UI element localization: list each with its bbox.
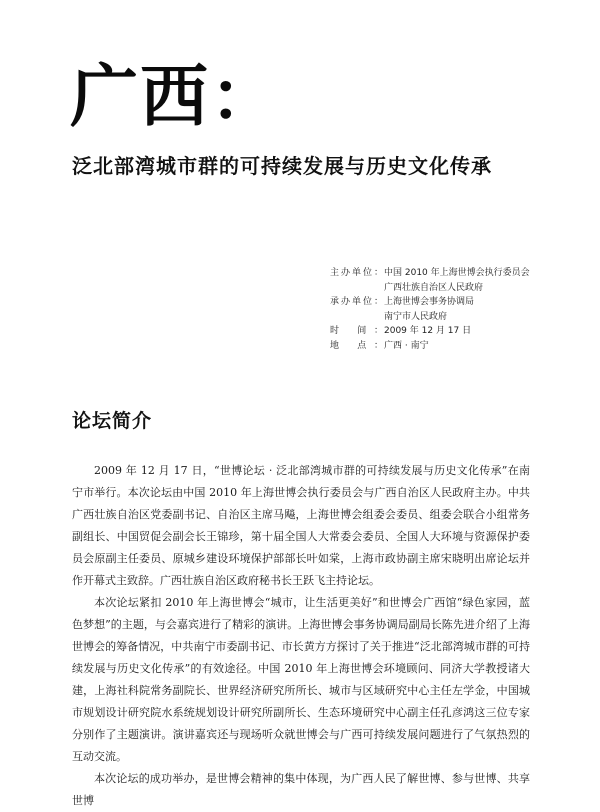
- host-row: [330, 266, 530, 281]
- body-paragraph-2: 本次论坛紧扣 2010 年上海世博会“城市，让生活更美好”和世博会广西馆“绿色家园，蓝色梦想”的主题，与会嘉宾进行了精彩的演讲。上海世博会事务协调局副局长陈先进介绍了上海世博会的筹备情况，中共南宁市委副书记、市长黄方方探讨了关于推进“泛北部湾城市群的可持续发展与历史文化传承”的有效途径。中国 2010 年上海世博会环境顾问、同济大学教授诸大建，上海社科院常务副院长、世界经济研究所所长、城市与区域研究中心主任左学金，中国城市规划设计研究院水系统规划设计研究所副所长、生态环境研究中心副主任孔彦鸿这三位专家分别作了主题演讲。演讲嘉宾还与现场听众就世博会与广西可持续发展问题进行了气氛热烈的互动交流。: [72, 596, 530, 763]
- forum-introduction: [72, 460, 530, 812]
- time-label: 时 间：: [330, 326, 383, 336]
- place-value: 广西 · 南宁: [384, 340, 429, 351]
- co-host-row-2: [330, 310, 530, 325]
- host-row-2: [330, 281, 530, 296]
- co-host-value-2: 南宁市人民政府: [384, 311, 448, 322]
- time-row: [330, 324, 530, 339]
- time-value: 2009 年 12 月 17 日: [384, 326, 472, 336]
- region-title: 广西：: [70, 58, 281, 137]
- co-host-row: [330, 295, 530, 310]
- host-value-1: 中国 2010 年上海世博会执行委员会: [384, 268, 530, 278]
- section-heading: 论坛简介: [72, 410, 153, 432]
- host-label: 主办单位：: [330, 268, 383, 278]
- co-host-value-1: 上海世博会事务协调局: [384, 297, 475, 307]
- host-value-2: 广西壮族自治区人民政府: [384, 282, 484, 293]
- body-paragraph-1: 2009 年 12 月 17 日，“世博论坛 · 泛北部湾城市群的可持续发展与历史文化传承”在南宁市举行。本次论坛由中国 2010 年上海世博会执行委员会与广西自治区人民政府主办。中共广西壮族自治区党委副书记、自治区主席马飚，上海世博会组委会委员、组委会联合小组常务副组长、中国贸促会副会长王锦珍，第十届全国人大常委会委员、全国人大环境与资源保护委员会原副主任委员、原城乡建设环境保护部部长叶如棠，上海市政协副主席宋晓明出席论坛并作开幕式主致辞。广西壮族自治区政府秘书长王跃飞主持论坛。: [72, 464, 530, 587]
- host-label-spacer: [330, 281, 384, 296]
- place-row: [330, 339, 530, 354]
- place-label: 地 点：: [330, 340, 383, 351]
- co-host-label-spacer: [330, 310, 384, 325]
- body-paragraph-3: 本次论坛的成功举办，是世博会精神的集中体现，为广西人民了解世博、参与世博、共享世博: [72, 772, 530, 807]
- co-host-label: 承办单位：: [330, 297, 383, 307]
- organizer-info: [330, 266, 530, 353]
- forum-subtitle: 泛北部湾城市群的可持续发展与历史文化传承: [72, 154, 492, 178]
